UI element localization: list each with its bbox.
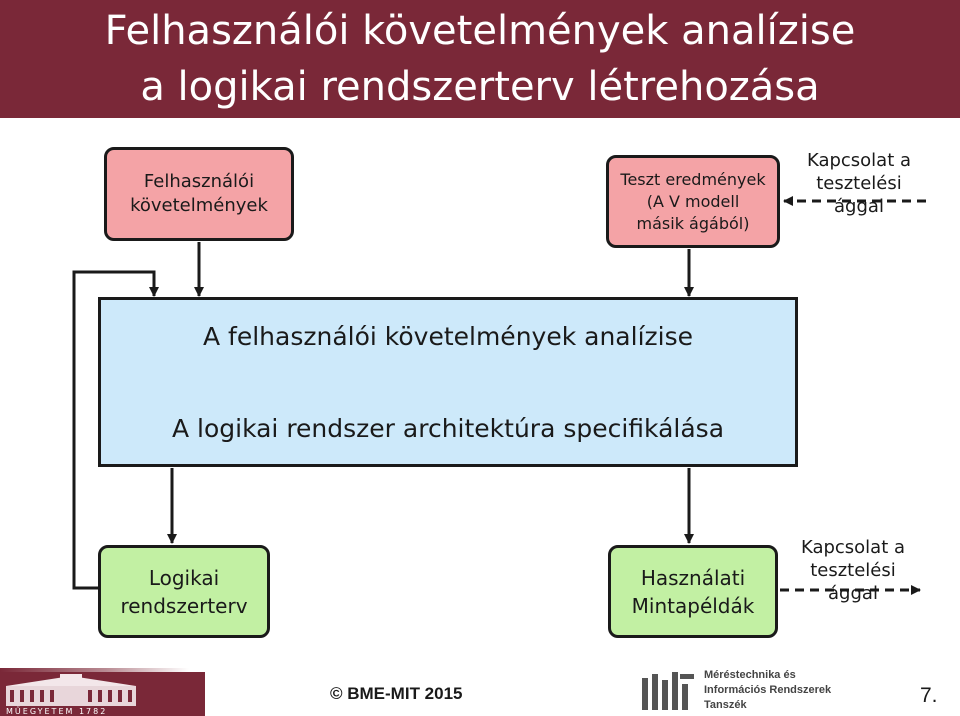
test-link-note-bottom-line-3: ággal — [828, 583, 878, 604]
university-caption: MŰEGYETEM 1782 — [6, 707, 108, 716]
test-link-note-top-line-2: tesztelési — [816, 173, 902, 194]
analysis-box — [98, 297, 798, 467]
test-link-note-top — [796, 149, 922, 218]
test-link-note-top-line-1: Kapcsolat a — [806, 150, 912, 171]
usage-examples-box-line-2: Mintapéldák — [631, 593, 755, 618]
test-results-box-line-3: másik ágából) — [636, 213, 750, 233]
university-building-logo — [0, 672, 205, 716]
logical-plan-box — [98, 545, 270, 638]
slide-title-line-1: Felhasználói követelmények analízise — [104, 8, 856, 54]
usage-examples-box-line-1: Használati — [640, 565, 746, 590]
department-line-1: Méréstechnika és — [704, 669, 796, 681]
requirements-box-line-2: követelmények — [130, 195, 268, 216]
test-link-note-bottom — [790, 536, 916, 605]
requirements-box — [104, 147, 294, 241]
test-link-note-bottom-line-1: Kapcsolat a — [800, 537, 906, 558]
page-number: 7. — [920, 684, 938, 707]
department-line-2: Információs Rendszerek — [704, 684, 832, 696]
copyright: © BME-MIT 2015 — [330, 684, 463, 703]
logical-plan-box-line-2: rendszerterv — [120, 593, 248, 618]
architecture-label: A logikai rendszer architektúra specifikálása — [171, 414, 725, 443]
test-link-note-top-line-3: ággal — [834, 196, 884, 217]
requirements-box-line-1: Felhasználói — [143, 171, 255, 192]
department-line-3: Tanszék — [704, 699, 747, 711]
test-link-note-bottom-line-2: tesztelési — [810, 560, 896, 581]
department-name — [704, 668, 831, 713]
slide-title-line-2: a logikai rendszerterv létrehozása — [140, 64, 820, 110]
test-results-box — [606, 155, 780, 248]
mit-logo-icon — [640, 670, 696, 712]
test-results-box-line-2: (A V modell — [646, 191, 740, 211]
usage-examples-box — [608, 545, 778, 638]
analysis-label: A felhasználói követelmények analízise — [202, 322, 693, 351]
logical-plan-box-line-1: Logikai — [148, 565, 220, 590]
test-results-box-line-1: Teszt eredmények — [620, 169, 766, 189]
